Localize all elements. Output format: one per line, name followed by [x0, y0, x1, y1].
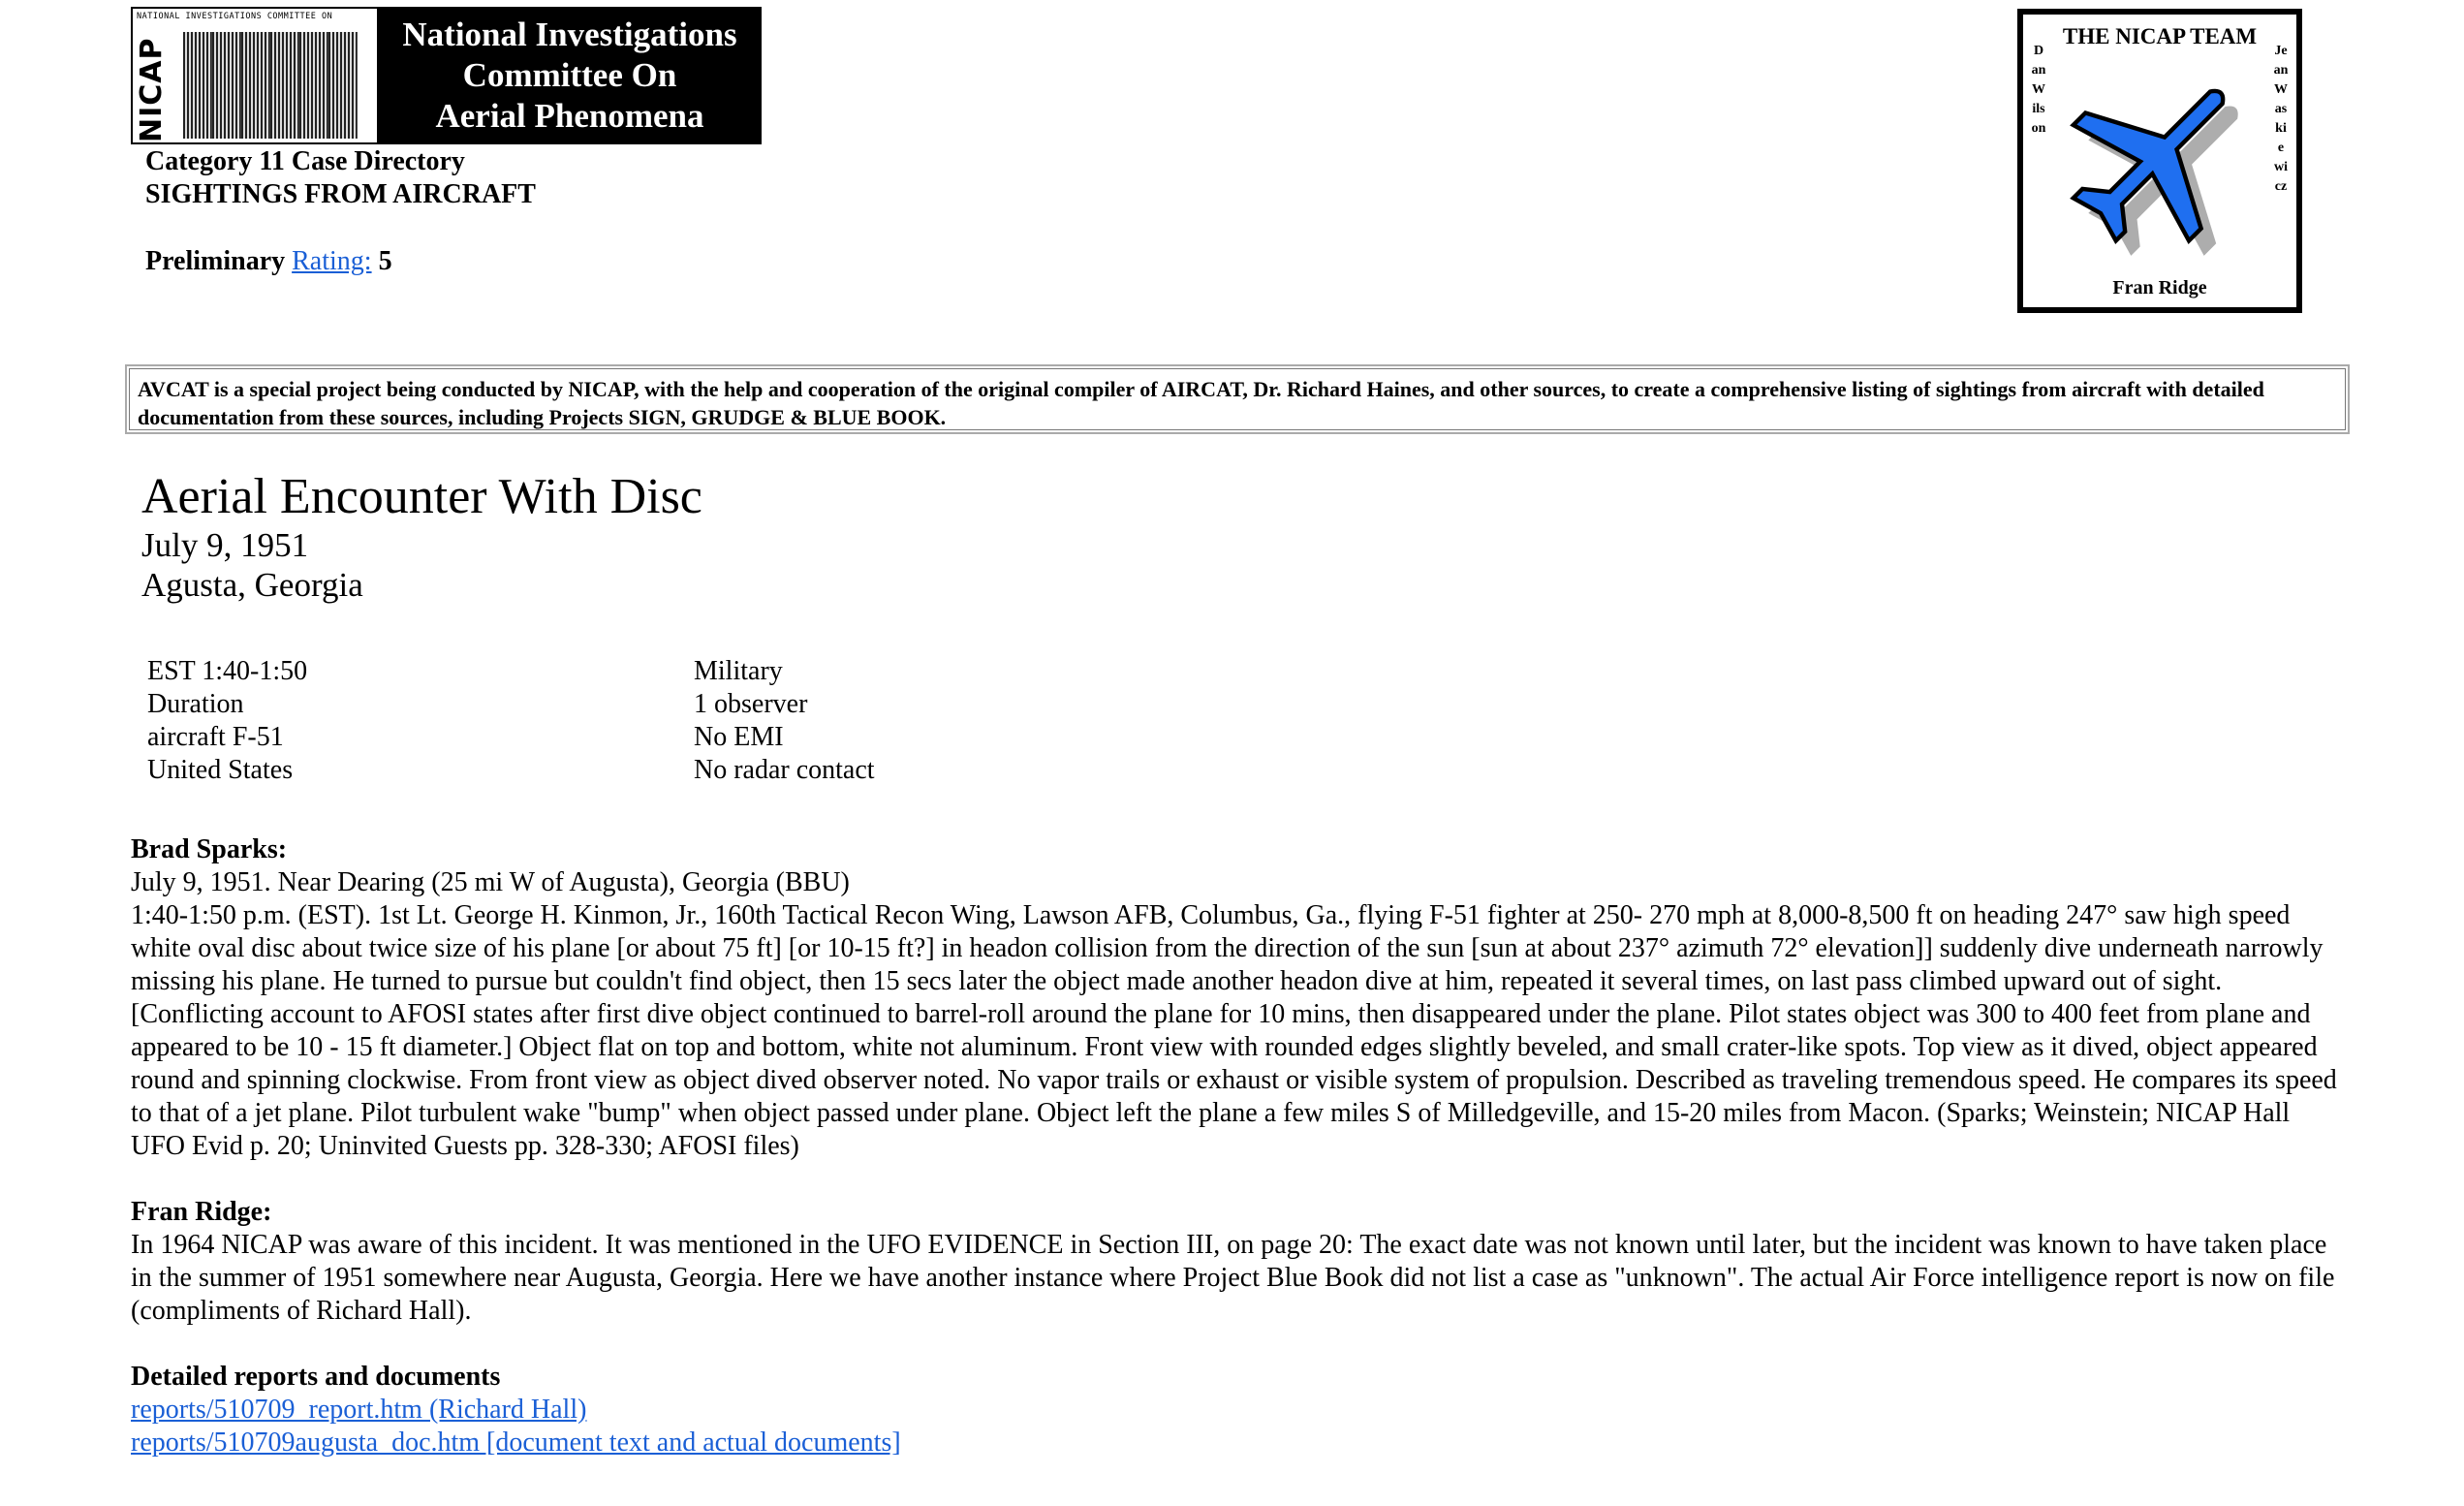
info-radar: No radar contact — [694, 755, 875, 785]
team-left-name: Dan Wilson — [2031, 44, 2046, 136]
info-emi: No EMI — [694, 722, 784, 752]
info-duration: Duration — [147, 689, 244, 719]
info-type: Military — [694, 656, 783, 686]
team-footer: Fran Ridge — [2112, 277, 2207, 298]
case-location: Agusta, Georgia — [141, 566, 363, 604]
case-date: July 9, 1951 — [141, 526, 309, 564]
logo-side-text-nicap: NICAP — [135, 37, 169, 142]
rating-prefix: Preliminary — [145, 246, 286, 276]
reports-heading: Detailed reports and documents — [131, 1362, 501, 1392]
ridge-section — [131, 1196, 2350, 1328]
sparks-body: 1:40-1:50 p.m. (EST). 1st Lt. George H. Kinmon, Jr., 160th Tactical Recon Wing, Lawson AFB, Columbus, Ga., flying F-51 fighter at 250- 270 mph at 8,000-8,500 ft on heading 247° saw high speed white oval disc about twice size of his plane [or about 75 ft] [or 10-15 ft?] in headon collision from the direction of the sun [sun at about 237° azimuth 72° elevation]] suddenly dive underneath narrowly missing his plane. He turned to pursue but couldn't find object, then 15 secs later the object made another headon dive at him, repeated it several times, on last pass climbed upward out of sight. [Conflicting account to AFOSI states after first dive object continued to barrel-roll around the plane for 10 mins, then disappeared under the plane. Pilot states object was 300 to 400 feet from plane and appeared to be 10 - 15 ft diameter.] Object flat on top and bottom, white not aluminum. Front view with rounded edges slightly beveled, and small crater-like spots. Top view as it dived, object appeared round and spinning clockwise. From front view as object dived observer noted. No vapor trails or exhaust or visible system of propulsion. Described as traveling tremendous speed. He compares its speed to that of a jet plane. Pilot turbulent wake "bump" when object passed under plane. Object left the plane a few miles S of Milledgeville, and 15-20 miles from Macon. (Sparks; Weinstein; NICAP Hall UFO Evid p. 20; Uninvited Guests pp. 328-330; AFOSI files) — [131, 900, 2337, 1161]
nicap-team-badge — [2017, 9, 2302, 313]
info-right-column — [694, 655, 875, 787]
report-link-documents[interactable]: reports/510709augusta_doc.htm [document text and actual documents] — [131, 1428, 901, 1458]
team-right-name: Jean Waskiewicz — [2273, 44, 2289, 194]
rating-link[interactable]: Rating: — [292, 246, 372, 276]
logo-side-text-aerial: AERIAL PHENOMENA — [375, 22, 385, 102]
logo-title-line: Aerial Phenomena — [435, 97, 704, 135]
avcat-notice — [125, 364, 2350, 434]
report-link-hall[interactable]: reports/510709_report.htm (Richard Hall) — [131, 1395, 587, 1425]
sparks-section — [131, 833, 2350, 1163]
logo-title-line: Committee On — [462, 56, 677, 94]
airplane-icon — [2052, 55, 2267, 270]
rating-line — [145, 246, 392, 277]
ridge-heading: Fran Ridge: — [131, 1197, 272, 1227]
info-country: United States — [147, 755, 294, 785]
logo-top-text: NATIONAL INVESTIGATIONS COMMITTEE ON — [137, 12, 333, 21]
logo-bars-graphic — [183, 32, 358, 139]
sparks-heading: Brad Sparks: — [131, 834, 288, 864]
info-left-column — [147, 655, 307, 787]
info-observers: 1 observer — [694, 689, 808, 719]
nicap-logo — [131, 7, 762, 144]
sparks-summary-line: July 9, 1951. Near Dearing (25 mi W of Augusta), Georgia (BBU) — [131, 867, 850, 897]
reports-section — [131, 1361, 2350, 1459]
logo-title — [380, 9, 760, 142]
nicap-emblem — [133, 9, 385, 142]
ridge-body: In 1964 NICAP was aware of this incident. It was mentioned in the UFO EVIDENCE in Section III, on page 20: The exact date was not known until later, but the incident was known to have taken place in the summer of 1951 somewhere near Augusta, Georgia. Here we have another instance where Project Blue Book did not list a case as "unknown". The actual Air Force intelligence report is now on file (compliments of Richard Hall). — [131, 1230, 2335, 1326]
subcategory-label: SIGHTINGS FROM AIRCRAFT — [145, 179, 536, 209]
info-aircraft: aircraft F-51 — [147, 722, 284, 752]
logo-title-line: National Investigations — [402, 16, 737, 53]
rating-value: 5 — [378, 246, 392, 276]
case-title: Aerial Encounter With Disc — [141, 469, 702, 524]
team-title: THE NICAP TEAM — [2062, 24, 2258, 48]
category-label: Category 11 Case Directory — [145, 146, 465, 176]
avcat-text: AVCAT is a special project being conducted by NICAP, with the help and cooperation of the original compiler of AIRCAT, Dr. Richard Haines, and other sources, to create a comprehensive listing of sightings from aircraft with detailed documentation from these sources, including Projects SIGN, GRUDGE & BLUE BOOK. — [129, 368, 2346, 430]
info-time: EST 1:40-1:50 — [147, 656, 308, 686]
